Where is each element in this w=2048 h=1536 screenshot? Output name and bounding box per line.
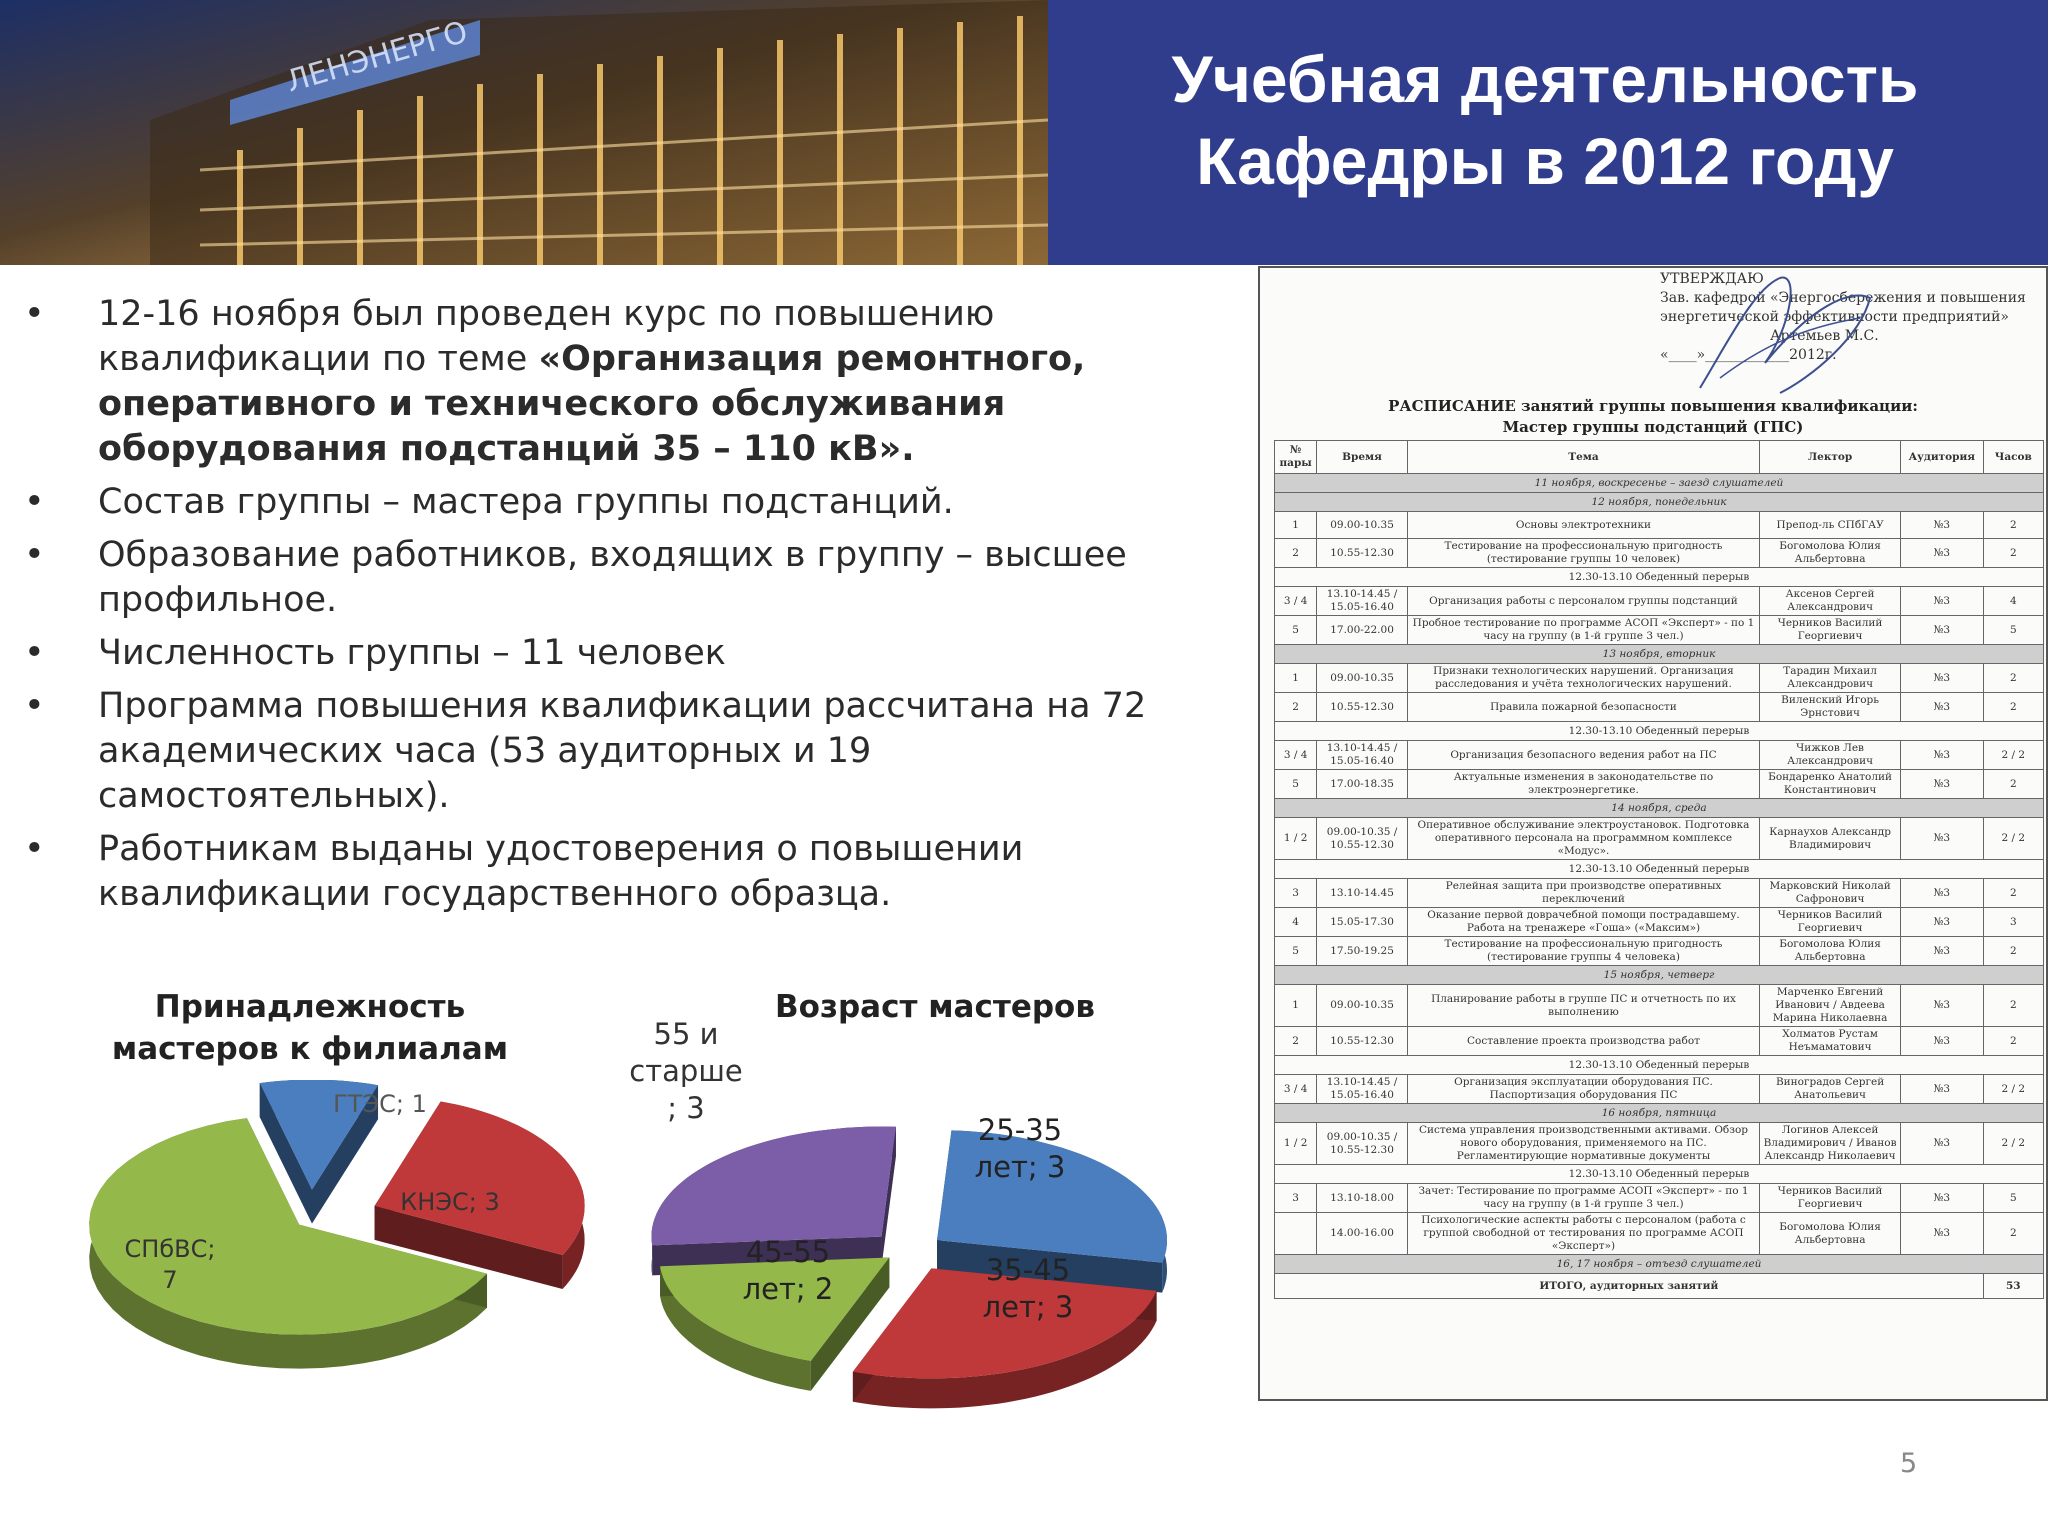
break-label: 12.30-13.10 Обеденный перерыв <box>1275 1056 2044 1075</box>
table-cell: 2 <box>1983 1027 2043 1056</box>
table-row <box>1275 937 2044 966</box>
bullet-text: Работникам выданы удостоверения о повышении квалификации государственного образца. <box>98 829 1024 914</box>
table-cell: №3 <box>1901 879 1984 908</box>
table-cell: Психологические аспекты работы с персоналом (работа с группой свободной от тестирования по программе АСОП «Эксперт») <box>1407 1213 1759 1255</box>
page-title <box>1060 38 2030 202</box>
approval-line: энергетической эффективности предприятий» <box>1660 309 2009 325</box>
table-cell: 3 / 4 <box>1275 1075 1317 1104</box>
table-cell: №3 <box>1901 937 1984 966</box>
table-cell: 3 / 4 <box>1275 587 1317 616</box>
table-body <box>1275 474 2044 1299</box>
table-cell: 2 <box>1983 693 2043 722</box>
table-cell: Планирование работы в группе ПС и отчетность по их выполнению <box>1407 985 1759 1027</box>
chart2-label-25-35 <box>960 1112 1080 1186</box>
table-row <box>1275 512 2044 539</box>
bullet-item <box>24 684 1228 819</box>
day-label: 13 ноября, вторник <box>1275 645 2044 664</box>
break-label: 12.30-13.10 Обеденный перерыв <box>1275 1165 2044 1184</box>
break-label: 12.30-13.10 Обеденный перерыв <box>1275 860 2044 879</box>
table-row <box>1275 741 2044 770</box>
pie-slice-top <box>652 1127 896 1246</box>
table-break-row <box>1275 568 2044 587</box>
table-cell: №3 <box>1901 770 1984 799</box>
chart2-label-55plus <box>616 1016 756 1127</box>
bullet-dot: • <box>24 535 45 575</box>
table-cell: 5 <box>1983 1184 2043 1213</box>
table-cell: 13.10-14.45 / 15.05-16.40 <box>1317 1075 1408 1104</box>
chart2-label-55plus-line3: ; 3 <box>667 1091 705 1125</box>
table-cell: 10.55-12.30 <box>1317 1027 1408 1056</box>
table-cell: 13.10-18.00 <box>1317 1184 1408 1213</box>
table-cell: Пробное тестирование по программе АСОП «Эксперт» - по 1 часу на группу (в 1-й группе 3 чел.) <box>1407 616 1759 645</box>
table-cell: 2 <box>1983 937 2043 966</box>
table-row <box>1275 908 2044 937</box>
table-cell: 10.55-12.30 <box>1317 693 1408 722</box>
day-label: 15 ноября, четверг <box>1275 966 2044 985</box>
chart2-label-45-55 <box>728 1234 848 1308</box>
table-cell: Релейная защита при производстве оперативных переключений <box>1407 879 1759 908</box>
table-cell: 15.05-17.30 <box>1317 908 1408 937</box>
table-cell: 09.00-10.35 / 10.55-12.30 <box>1317 818 1408 860</box>
chart2-title <box>735 986 1135 1028</box>
chart2-label-55plus-line2: старше <box>629 1054 743 1088</box>
chart2-label-35-45-line1: 35-45 <box>985 1253 1071 1287</box>
chart1-title-line2: мастеров к филиалам <box>111 1031 509 1067</box>
col-header: Тема <box>1407 441 1759 474</box>
bullet-item <box>24 631 1224 676</box>
table-cell: Правила пожарной безопасности <box>1407 693 1759 722</box>
bullet-item <box>24 292 1108 472</box>
table-cell: 17.50-19.25 <box>1317 937 1408 966</box>
table-cell: Черников Василий Георгиевич <box>1760 1184 1901 1213</box>
table-cell: 2 <box>1983 1213 2043 1255</box>
table-day-row <box>1275 645 2044 664</box>
chart1-title <box>90 986 530 1070</box>
table-cell: 3 <box>1983 908 2043 937</box>
table-cell: Богомолова Юлия Альбертовна <box>1760 539 1901 568</box>
schedule-table <box>1274 440 2044 1299</box>
table-cell: Черников Василий Георгиевич <box>1760 908 1901 937</box>
break-label: 12.30-13.10 Обеденный перерыв <box>1275 568 2044 587</box>
table-cell: №3 <box>1901 587 1984 616</box>
schedule-heading <box>1260 396 2046 438</box>
table-cell: Богомолова Юлия Альбертовна <box>1760 937 1901 966</box>
bullet-item <box>24 533 1198 623</box>
table-day-row <box>1275 966 2044 985</box>
table-cell: 09.00-10.35 <box>1317 985 1408 1027</box>
table-day-row <box>1275 474 2044 493</box>
table-cell: 5 <box>1275 616 1317 645</box>
table-cell: 2 / 2 <box>1983 818 2043 860</box>
table-total-row <box>1275 1274 2044 1299</box>
table-cell: 5 <box>1275 937 1317 966</box>
header-building-photo <box>0 0 1048 265</box>
day-label: 16, 17 ноября – отъезд слушателей <box>1275 1255 2044 1274</box>
chart2-label-25-35-line1: 25-35 <box>977 1113 1063 1147</box>
table-cell: 17.00-18.35 <box>1317 770 1408 799</box>
table-cell: Черников Василий Георгиевич <box>1760 616 1901 645</box>
table-cell: №3 <box>1901 1184 1984 1213</box>
day-label: 12 ноября, понедельник <box>1275 493 2044 512</box>
table-cell: 2 <box>1983 985 2043 1027</box>
break-label: 12.30-13.10 Обеденный перерыв <box>1275 722 2044 741</box>
table-day-row <box>1275 493 2044 512</box>
approval-line: «____»____________2012г. <box>1660 347 1837 363</box>
col-header: Лектор <box>1760 441 1901 474</box>
bullet-text: 12-16 ноября был проведен курс по повышению квалификации по теме <box>98 294 995 379</box>
table-break-row <box>1275 860 2044 879</box>
chart2-label-55plus-line1: 55 и <box>653 1017 719 1051</box>
table-cell: 2 <box>1983 539 2043 568</box>
table-cell: 2 / 2 <box>1983 741 2043 770</box>
approval-line: УТВЕРЖДАЮ <box>1660 271 1764 287</box>
table-cell: №3 <box>1901 693 1984 722</box>
table-cell: Тестирование на профессиональную пригодность (тестирование группы 4 человека) <box>1407 937 1759 966</box>
table-cell: 1 / 2 <box>1275 1123 1317 1165</box>
chart1-label-spbvs-line2: 7 <box>162 1266 178 1294</box>
table-cell: №3 <box>1901 512 1984 539</box>
table-row <box>1275 818 2044 860</box>
col-header: Аудитория <box>1901 441 1984 474</box>
table-cell: Организация безопасного ведения работ на ПС <box>1407 741 1759 770</box>
scanned-schedule-document <box>1258 266 2048 1401</box>
table-cell: Бондаренко Анатолий Константинович <box>1760 770 1901 799</box>
table-break-row <box>1275 1056 2044 1075</box>
table-row <box>1275 693 2044 722</box>
table-cell: Препод-ль СПбГАУ <box>1760 512 1901 539</box>
signature-scribble <box>1660 268 1900 408</box>
table-cell: 17.00-22.00 <box>1317 616 1408 645</box>
table-break-row <box>1275 1165 2044 1184</box>
table-cell: Тарадин Михаил Александрович <box>1760 664 1901 693</box>
table-cell: Организация эксплуатации оборудования ПС. Паспортизация оборудования ПС <box>1407 1075 1759 1104</box>
bullet-item <box>24 480 1224 525</box>
table-cell: Аксенов Сергей Александрович <box>1760 587 1901 616</box>
chart2-label-35-45-line2: лет; 3 <box>982 1290 1074 1324</box>
table-day-row <box>1275 1255 2044 1274</box>
bullet-list <box>24 292 1224 925</box>
table-cell: №3 <box>1901 818 1984 860</box>
col-header: № пары <box>1275 441 1317 474</box>
table-cell: №3 <box>1901 1123 1984 1165</box>
table-row <box>1275 1027 2044 1056</box>
table-cell: 13.10-14.45 / 15.05-16.40 <box>1317 587 1408 616</box>
bullet-text: Образование работников, входящих в группу – высшее профильное. <box>98 535 1127 620</box>
table-cell: 1 <box>1275 664 1317 693</box>
bullet-dot: • <box>24 294 45 334</box>
table-cell: 09.00-10.35 <box>1317 512 1408 539</box>
table-day-row <box>1275 1104 2044 1123</box>
table-cell: №3 <box>1901 908 1984 937</box>
total-label: ИТОГО, аудиторных занятий <box>1275 1274 1984 1299</box>
approval-line: Зав. кафедрой «Энергосбережения и повышения <box>1660 290 2026 306</box>
day-label: 14 ноября, среда <box>1275 799 2044 818</box>
table-cell: Холматов Рустам Неъмаматович <box>1760 1027 1901 1056</box>
table-cell: Зачет: Тестирование по программе АСОП «Эксперт» - по 1 часу на группу (в 1-й группе 3 чел.) <box>1407 1184 1759 1213</box>
table-row <box>1275 616 2044 645</box>
chart2-pie <box>640 1090 1200 1420</box>
bullet-dot: • <box>24 633 45 673</box>
table-break-row <box>1275 722 2044 741</box>
page-title-line2: Кафедры в 2012 году <box>1196 124 1894 198</box>
table-cell: 2 <box>1983 512 2043 539</box>
table-cell: 1 <box>1275 512 1317 539</box>
chart2-label-45-55-line2: лет; 2 <box>742 1272 834 1306</box>
table-cell: №3 <box>1901 539 1984 568</box>
table-cell: Карнаухов Александр Владимирович <box>1760 818 1901 860</box>
chart1-label-spbvs <box>110 1234 230 1296</box>
bullet-bold-text: «Организация ремонтного, оперативного и технического обслуживания оборудования подстанций 35 – 110 кВ». <box>98 339 1086 469</box>
chart1-label-gtes <box>320 1090 440 1118</box>
table-cell: 2 <box>1983 664 2043 693</box>
table-row <box>1275 1075 2044 1104</box>
table-cell: Оказание первой доврачебной помощи пострадавшему. Работа на тренажере «Гоша» («Максим») <box>1407 908 1759 937</box>
table-cell: 5 <box>1983 616 2043 645</box>
schedule-title: РАСПИСАНИЕ занятий группы повышения квалификации: <box>1388 397 1918 415</box>
table-row <box>1275 770 2044 799</box>
table-cell: 2 / 2 <box>1983 1123 2043 1165</box>
table-cell: 3 <box>1275 879 1317 908</box>
table-cell: 2 / 2 <box>1983 1075 2043 1104</box>
table-row <box>1275 664 2044 693</box>
table-row <box>1275 1184 2044 1213</box>
table-cell: 2 <box>1983 879 2043 908</box>
chart1-label-gtes-text: ГТЭС; 1 <box>333 1090 427 1118</box>
approval-line: Артемьев М.С. <box>1770 328 1879 344</box>
table-cell: Чижков Лев Александрович <box>1760 741 1901 770</box>
table-cell: 14.00-16.00 <box>1317 1213 1408 1255</box>
table-cell <box>1275 1213 1317 1255</box>
table-cell: Виленский Игорь Эрнстович <box>1760 693 1901 722</box>
table-cell: №3 <box>1901 741 1984 770</box>
bullet-text: Численность группы – 11 человек <box>98 633 726 673</box>
table-cell: №3 <box>1901 616 1984 645</box>
table-cell: Актуальные изменения в законодательстве по электроэнергетике. <box>1407 770 1759 799</box>
table-row <box>1275 587 2044 616</box>
table-cell: Оперативное обслуживание электроустановок. Подготовка оперативного персонала на программном комплексе «Модус». <box>1407 818 1759 860</box>
page-title-line1: Учебная деятельность <box>1171 42 1919 116</box>
chart2-label-35-45 <box>968 1252 1088 1326</box>
table-cell: №3 <box>1901 664 1984 693</box>
col-header: Часов <box>1983 441 2043 474</box>
table-cell: Организация работы с персоналом группы подстанций <box>1407 587 1759 616</box>
table-cell: 09.00-10.35 <box>1317 664 1408 693</box>
table-cell: №3 <box>1901 1075 1984 1104</box>
table-cell: 5 <box>1275 770 1317 799</box>
chart1-title-line1: Принадлежность <box>154 989 466 1025</box>
building-illustration <box>0 0 1048 265</box>
table-row <box>1275 1213 2044 1255</box>
table-cell: 1 <box>1275 985 1317 1027</box>
day-label: 16 ноября, пятница <box>1275 1104 2044 1123</box>
table-cell: Основы электротехники <box>1407 512 1759 539</box>
table-cell: Тестирование на профессиональную пригодность (тестирование группы 10 человек) <box>1407 539 1759 568</box>
bullet-text: Программа повышения квалификации рассчитана на 72 академических часа (53 аудиторных и 19 самостоятельных). <box>98 686 1147 816</box>
table-cell: Марченко Евгений Иванович / Авдеева Марина Николаевна <box>1760 985 1901 1027</box>
table-day-row <box>1275 799 2044 818</box>
table-cell: Марковский Николай Сафронович <box>1760 879 1901 908</box>
table-cell: 09.00-10.35 / 10.55-12.30 <box>1317 1123 1408 1165</box>
table-cell: Виноградов Сергей Анатольевич <box>1760 1075 1901 1104</box>
col-header: Время <box>1317 441 1408 474</box>
chart2-label-25-35-line2: лет; 3 <box>974 1150 1066 1184</box>
bullet-dot: • <box>24 829 45 869</box>
day-label: 11 ноября, воскресенье – заезд слушателей <box>1275 474 2044 493</box>
table-cell: 3 <box>1275 1184 1317 1213</box>
table-cell: 10.55-12.30 <box>1317 539 1408 568</box>
chart1-label-spbvs-line1: СПбВС; <box>124 1235 216 1263</box>
table-cell: Богомолова Юлия Альбертовна <box>1760 1213 1901 1255</box>
schedule-subtitle: Мастер группы подстанций (ГПС) <box>1502 418 1804 436</box>
table-header-row <box>1275 441 2044 474</box>
table-cell: №3 <box>1901 985 1984 1027</box>
table-cell: 13.10-14.45 <box>1317 879 1408 908</box>
table-row <box>1275 539 2044 568</box>
table-cell: 1 / 2 <box>1275 818 1317 860</box>
table-cell: 2 <box>1983 770 2043 799</box>
chart1-label-knes <box>390 1188 510 1216</box>
table-cell: Система управления производственными активами. Обзор нового оборудования, применяемого на ПС. Регламентирующие нормативные документы <box>1407 1123 1759 1165</box>
table-cell: Логинов Алексей Владимирович / Иванов Александр Николаевич <box>1760 1123 1901 1165</box>
chart2-label-45-55-line1: 45-55 <box>745 1235 831 1269</box>
chart1-label-knes-text: КНЭС; 3 <box>400 1188 500 1216</box>
table-cell: №3 <box>1901 1213 1984 1255</box>
bullet-dot: • <box>24 686 45 726</box>
table-cell: 2 <box>1275 1027 1317 1056</box>
table-cell: 4 <box>1275 908 1317 937</box>
table-row <box>1275 985 2044 1027</box>
bullet-dot: • <box>24 482 45 522</box>
table-cell: Составление проекта производства работ <box>1407 1027 1759 1056</box>
table-cell: 2 <box>1275 693 1317 722</box>
table-cell: 3 / 4 <box>1275 741 1317 770</box>
table-cell: 2 <box>1275 539 1317 568</box>
table-cell: Признаки технологических нарушений. Организация расследования и учёта технологических нарушений. <box>1407 664 1759 693</box>
page-number: 5 <box>1900 1448 1918 1479</box>
bullet-text: Состав группы – мастера группы подстанций. <box>98 482 954 522</box>
table-cell: 13.10-14.45 / 15.05-16.40 <box>1317 741 1408 770</box>
table-row <box>1275 1123 2044 1165</box>
table-cell: №3 <box>1901 1027 1984 1056</box>
chart2-title-text: Возраст мастеров <box>775 989 1095 1025</box>
table-row <box>1275 879 2044 908</box>
svg-text:ЛЕНЭНЕРГО: ЛЕНЭНЕРГО <box>282 14 472 100</box>
table-cell: 4 <box>1983 587 2043 616</box>
bullet-item <box>24 827 1108 917</box>
total-value: 53 <box>1983 1274 2043 1299</box>
